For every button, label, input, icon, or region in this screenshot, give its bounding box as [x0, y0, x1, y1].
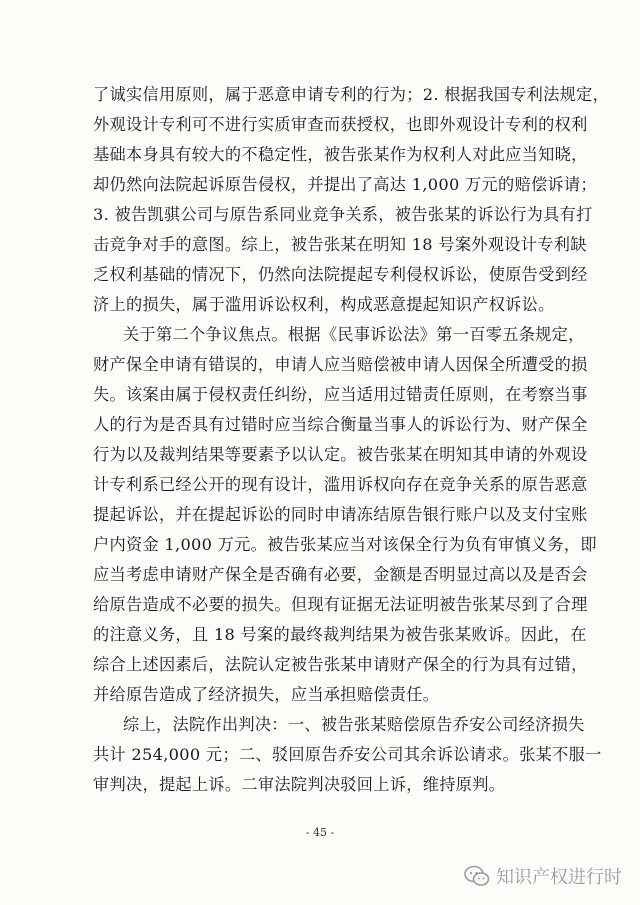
text-line: 综合上述因素后，法院认定被告张某申请财产保全的行为具有过错， — [93, 655, 588, 674]
text-line: 却仍然向法院起诉原告侵权，并提出了高达 1,000 万元的赔偿诉请； — [93, 175, 597, 194]
text-line: 应当考虑申请财产保全是否确有必要，金额是否明显过高以及是否会 — [93, 565, 588, 584]
paragraph-start-line: 综上，法院作出判决：一、被告张某赔偿原告乔安公司经济损失 — [123, 715, 585, 734]
text-line: 计专利系已经公开的现有设计，滥用诉权向存在竞争关系的原告恶意 — [93, 475, 588, 494]
text-line: 提起诉讼，并在提起诉讼的同时申请冻结原告银行账户以及支付宝账 — [93, 505, 588, 524]
text-line: 财产保全申请有错误的，申请人应当赔偿被申请人因保全所遭受的损 — [93, 355, 588, 374]
paragraph-start-line: 关于第二个争议焦点。根据《民事诉讼法》第一百零五条规定， — [123, 325, 585, 344]
text-line: 户内资金 1,000 万元。被告张某应当对该保全行为负有审慎义务，即 — [93, 535, 597, 554]
page-number: - 45 - — [305, 826, 335, 839]
text-line: 失。该案由属于侵权责任纠纷，应当适用过错责任原则，在考察当事 — [93, 385, 588, 404]
text-line: 的注意义务，且 18 号案的最终裁判结果为被告张某败诉。因此，在 — [93, 625, 587, 644]
text-line: 乏权利基础的情况下，仍然向法院提起专利侵权诉讼，使原告受到经 — [93, 265, 588, 284]
text-line: 审判决，提起上诉。二审法院判决驳回上诉，维持原判。 — [93, 775, 506, 794]
text-line: 并给原告造成了经济损失，应当承担赔偿责任。 — [93, 685, 440, 704]
text-line: 了诚实信用原则，属于恶意申请专利的行为；2. 根据我国专利法规定， — [93, 85, 610, 104]
text-line: 击竞争对手的意图。综上，被告张某在明知 18 号案外观设计专利缺 — [93, 235, 587, 254]
watermark — [464, 862, 622, 890]
text-line: 行为以及裁判结果等要素予以认定。被告张某在明知其申请的外观设 — [93, 445, 588, 464]
text-line: 3. 被告凯骐公司与原告系同业竞争关系，被告张某的诉讼行为具有打 — [93, 205, 593, 224]
text-line: 共计 254,000 元；二、驳回原告乔安公司其余诉讼请求。张某不服一 — [93, 745, 602, 764]
text-line: 基础本身具有较大的不稳定性，被告张某作为权利人对此应当知晓， — [93, 145, 588, 164]
text-line: 外观设计专利可不进行实质审查而获授权，也即外观设计专利的权利 — [93, 115, 588, 134]
text-line: 给原告造成不必要的损失。但现有证据无法证明被告张某尽到了合理 — [93, 595, 588, 614]
watermark-text: 知识产权进行时 — [496, 867, 622, 888]
document-body — [93, 80, 610, 800]
wechat-icon — [464, 865, 490, 887]
text-line: 济上的损失，属于滥用诉讼权利，构成恶意提起知识产权诉讼。 — [93, 295, 555, 314]
text-line: 人的行为是否具有过错时应当综合衡量当事人的诉讼行为、财产保全 — [93, 415, 588, 434]
